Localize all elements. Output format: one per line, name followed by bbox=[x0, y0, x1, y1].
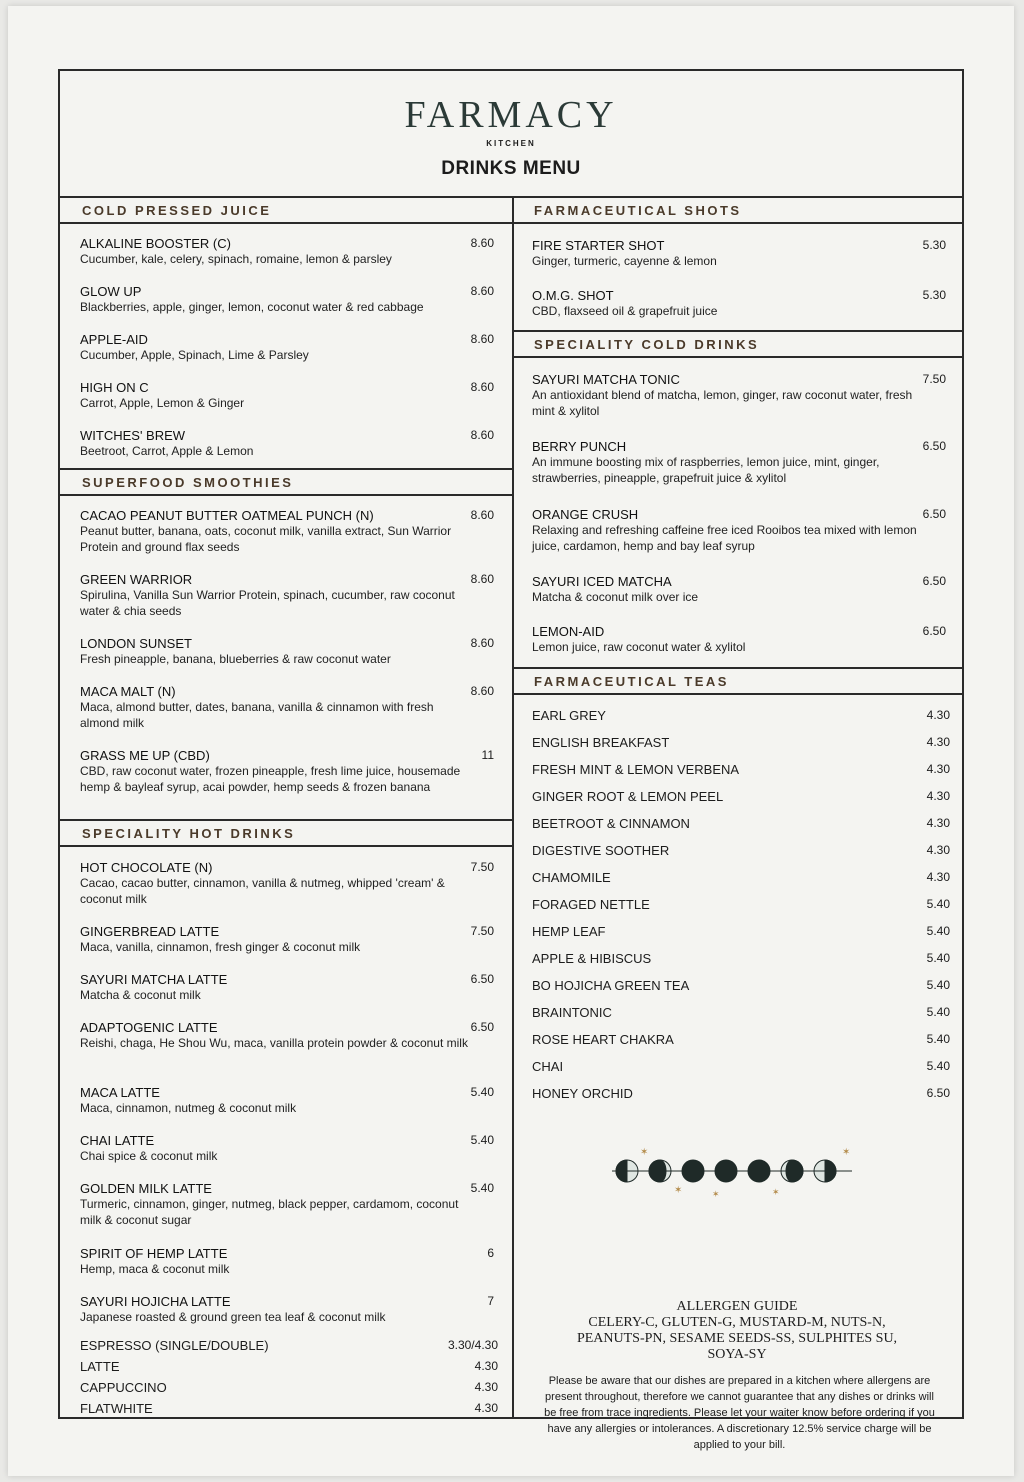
allergen-notice: Please be aware that our dishes are prepared in a kitchen where allergens are present throughout, therefore we cannot guarantee that any dishes or drinks will be free from trace ingredients. Please let your waiter know before ordering if you have any allergies or intolerances. A discretionary 12.5% service charge will be applied to your bill. bbox=[544, 1375, 935, 1451]
tea-item: HONEY ORCHID 6.50 bbox=[532, 1086, 950, 1101]
menu-item: SPIRIT OF HEMP LATTE Hemp, maca & coconut milk 6 bbox=[80, 1246, 494, 1276]
menu-item: LEMON-AID Lemon juice, raw coconut water & xylitol 6.50 bbox=[532, 624, 946, 654]
menu-item: SAYURI MATCHA TONIC An antioxidant blend of matcha, lemon, ginger, raw coconut water, fresh mint & xylitol 7.50 bbox=[532, 372, 946, 418]
menu-item: LONDON SUNSET Fresh pineapple, banana, blueberries & raw coconut water 8.60 bbox=[80, 636, 494, 666]
tea-item: FRESH MINT & LEMON VERBENA 4.30 bbox=[532, 762, 950, 777]
menu-sheet bbox=[8, 6, 1014, 1476]
menu-item: BERRY PUNCH An immune boosting mix of raspberries, lemon juice, mint, ginger, strawberries, pineapple, grapefruit juice & xylitol 6.50 bbox=[532, 439, 946, 485]
coffee-item: LATTE 4.30 bbox=[80, 1359, 498, 1374]
menu-item: HIGH ON C Carrot, Apple, Lemon & Ginger 8.60 bbox=[80, 380, 494, 410]
tea-item: BRAINTONIC 5.40 bbox=[532, 1005, 950, 1020]
brand-logo: FARMACY bbox=[404, 94, 618, 136]
allergen-line: PEANUTS-PN, SESAME SEEDS-SS, SULPHITES SU, bbox=[576, 1331, 898, 1346]
tea-item: GINGER ROOT & LEMON PEEL 4.30 bbox=[532, 789, 950, 804]
allergen-line: CELERY-C, GLUTEN-G, MUSTARD-M, NUTS-N, bbox=[588, 1315, 886, 1330]
menu-item: MACA MALT (N) Maca, almond butter, dates, banana, vanilla & cinnamon with fresh almond milk 8.60 bbox=[80, 684, 494, 730]
tea-item: ENGLISH BREAKFAST 4.30 bbox=[532, 735, 950, 750]
menu-header bbox=[60, 71, 962, 198]
right-column bbox=[512, 196, 964, 1451]
section-header-farmaceutical-shots: FARMACEUTICAL SHOTS bbox=[512, 196, 964, 224]
svg-text:✶: ✶ bbox=[640, 1147, 649, 1158]
tea-item: EARL GREY 4.30 bbox=[532, 708, 950, 723]
coffee-item: FLATWHITE 4.30 bbox=[80, 1401, 498, 1416]
menu-item: CHAI LATTE Chai spice & coconut milk 5.40 bbox=[80, 1133, 494, 1163]
menu-item: SAYURI HOJICHA LATTE Japanese roasted & ground green tea leaf & coconut milk 7 bbox=[80, 1294, 494, 1324]
menu-title: DRINKS MENU bbox=[441, 158, 581, 179]
section-header-speciality-cold-drinks: SPECIALITY COLD DRINKS bbox=[512, 330, 964, 358]
menu-item: MACA LATTE Maca, cinnamon, nutmeg & coconut milk 5.40 bbox=[80, 1085, 494, 1115]
section-header-speciality-hot-drinks: SPECIALITY HOT DRINKS bbox=[60, 819, 512, 847]
menu-frame bbox=[58, 69, 964, 1451]
menu-item: SAYURI ICED MATCHA Matcha & coconut milk over ice 6.50 bbox=[532, 574, 946, 604]
allergen-title: ALLERGEN GUIDE bbox=[676, 1299, 798, 1314]
tea-item: DIGESTIVE SOOTHER 4.30 bbox=[532, 843, 950, 858]
menu-item: SAYURI MATCHA LATTE Matcha & coconut milk 6.50 bbox=[80, 972, 494, 1002]
menu-item: HOT CHOCOLATE (N) Cacao, cacao butter, cinnamon, vanilla & nutmeg, whipped 'cream' & coconut milk 7.50 bbox=[80, 860, 494, 906]
menu-item: GINGERBREAD LATTE Maca, vanilla, cinnamon, fresh ginger & coconut milk 7.50 bbox=[80, 924, 494, 954]
menu-item: GRASS ME UP (CBD) CBD, raw coconut water, frozen pineapple, fresh lime juice, housemade hemp & bayleaf syrup, acai powder, hemp seeds & frozen banana 11 bbox=[80, 748, 494, 794]
menu-item: CACAO PEANUT BUTTER OATMEAL PUNCH (N) Peanut butter, banana, oats, coconut milk, vanilla extract, Sun Warrior Protein and ground flax seeds 8.60 bbox=[80, 508, 494, 554]
menu-item: APPLE-AID Cucumber, Apple, Spinach, Lime & Parsley 8.60 bbox=[80, 332, 494, 362]
svg-text:✶: ✶ bbox=[772, 1188, 780, 1198]
menu-item: ALKALINE BOOSTER (C) Cucumber, kale, celery, spinach, romaine, lemon & parsley 8.60 bbox=[80, 236, 494, 266]
section-header-farmaceutical-teas: FARMACEUTICAL TEAS bbox=[512, 667, 964, 695]
menu-item: ADAPTOGENIC LATTE Reishi, chaga, He Shou Wu, maca, vanilla protein powder & coconut milk 6.50 bbox=[80, 1020, 494, 1050]
menu-item: O.M.G. SHOT CBD, flaxseed oil & grapefruit juice 5.30 bbox=[532, 288, 946, 318]
tea-item: APPLE & HIBISCUS 5.40 bbox=[532, 951, 950, 966]
brand-subtitle: KITCHEN bbox=[486, 139, 536, 148]
section-header-cold-pressed-juice: COLD PRESSED JUICE bbox=[60, 196, 512, 224]
menu-item: GLOW UP Blackberries, apple, ginger, lemon, coconut water & red cabbage 8.60 bbox=[80, 284, 494, 314]
allergen-line: SOYA-SY bbox=[707, 1347, 767, 1362]
coffee-item: ESPRESSO (SINGLE/DOUBLE) 3.30/4.30 bbox=[80, 1338, 498, 1353]
tea-item: ROSE HEART CHAKRA 5.40 bbox=[532, 1032, 950, 1047]
menu-item: GREEN WARRIOR Spirulina, Vanilla Sun Warrior Protein, spinach, cucumber, raw coconut water & chia seeds 8.60 bbox=[80, 572, 494, 618]
section-header-superfood-smoothies: SUPERFOOD SMOOTHIES bbox=[60, 468, 512, 496]
menu-item: ORANGE CRUSH Relaxing and refreshing caffeine free iced Rooibos tea mixed with lemon juice, cardamon, hemp and bay leaf syrup 6.50 bbox=[532, 507, 946, 553]
moon-phases-decoration bbox=[612, 1141, 872, 1201]
tea-item: FORAGED NETTLE 5.40 bbox=[532, 897, 950, 912]
tea-item: HEMP LEAF 5.40 bbox=[532, 924, 950, 939]
tea-item: BO HOJICHA GREEN TEA 5.40 bbox=[532, 978, 950, 993]
tea-item: CHAMOMILE 4.30 bbox=[532, 870, 950, 885]
left-column bbox=[60, 196, 514, 1417]
coffee-item: CAPPUCCINO 4.30 bbox=[80, 1380, 498, 1395]
svg-text:✶: ✶ bbox=[712, 1190, 720, 1200]
svg-text:✶: ✶ bbox=[674, 1185, 683, 1196]
tea-item: BEETROOT & CINNAMON 4.30 bbox=[532, 816, 950, 831]
allergen-guide bbox=[542, 1299, 932, 1363]
tea-item: CHAI 5.40 bbox=[532, 1059, 950, 1074]
svg-text:✶: ✶ bbox=[842, 1147, 851, 1158]
menu-item: FIRE STARTER SHOT Ginger, turmeric, cayenne & lemon 5.30 bbox=[532, 238, 946, 268]
menu-item: GOLDEN MILK LATTE Turmeric, cinnamon, ginger, nutmeg, black pepper, cardamom, coconut milk & coconut sugar 5.40 bbox=[80, 1181, 494, 1227]
menu-item: WITCHES' BREW Beetroot, Carrot, Apple & Lemon 8.60 bbox=[80, 428, 494, 458]
